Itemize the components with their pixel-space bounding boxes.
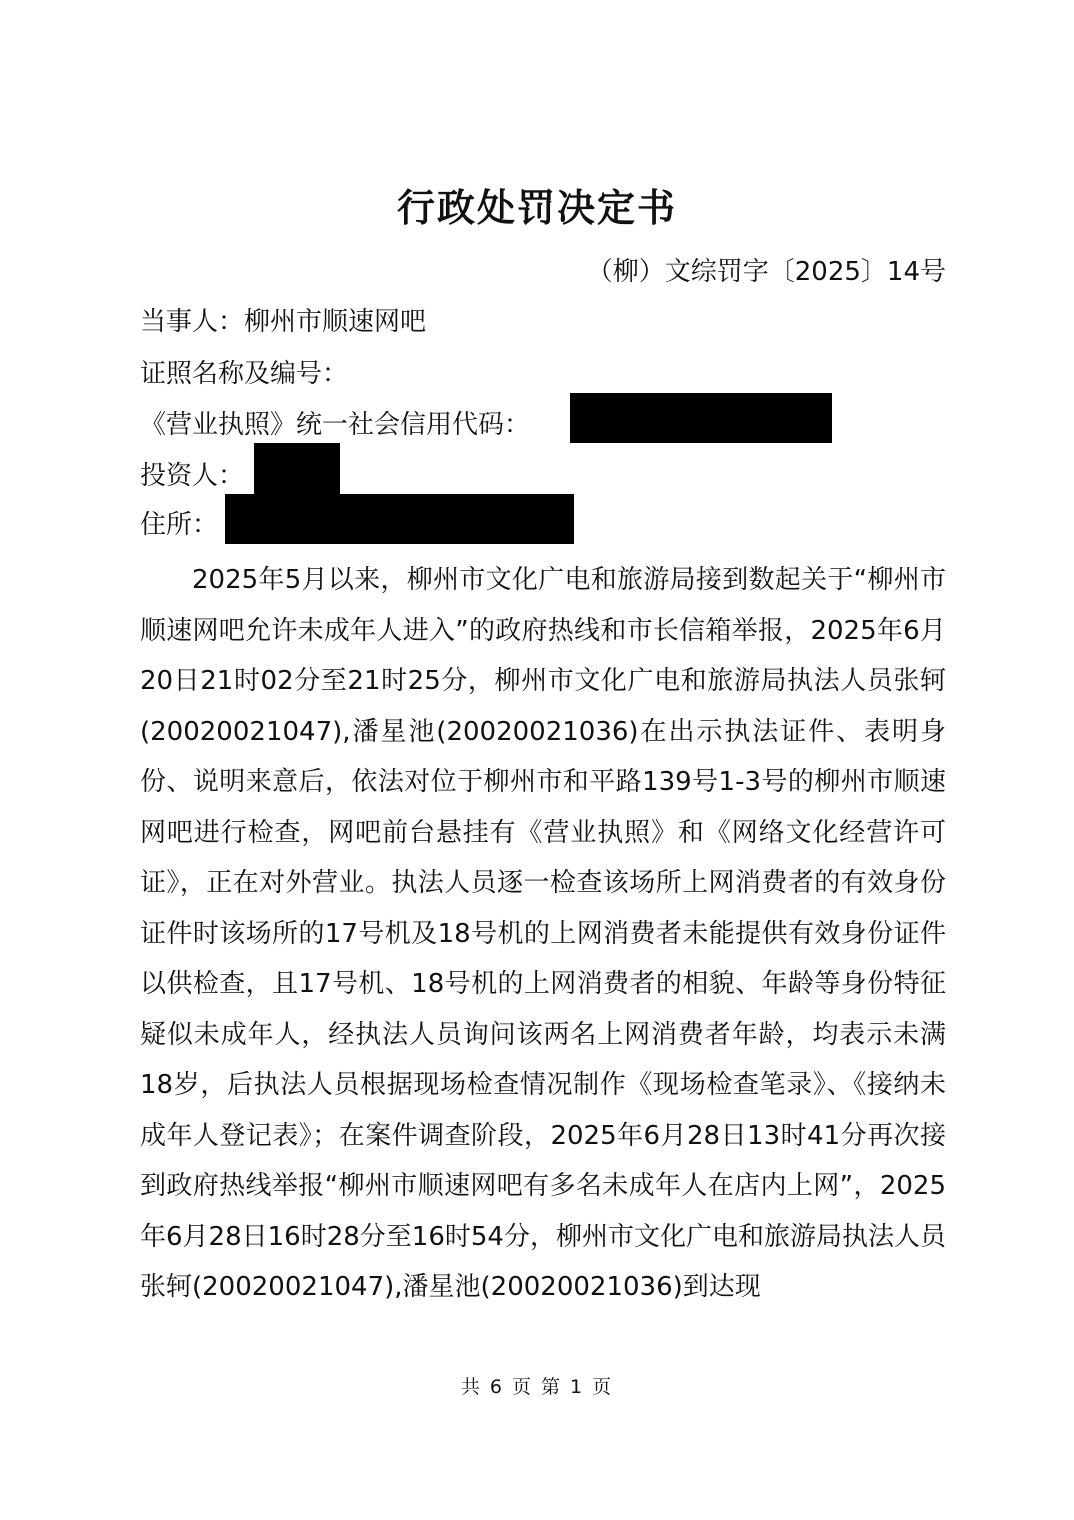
credit-code-redaction	[570, 393, 832, 443]
address-redaction	[225, 494, 574, 544]
license-line: 证照名称及编号：	[140, 359, 349, 389]
document-number: （柳）文综罚字〔2025〕14号	[586, 257, 946, 287]
investor-redaction	[254, 443, 340, 495]
investor-line: 投资人：	[140, 461, 245, 491]
document-title: 行政处罚决定书	[396, 185, 677, 230]
address-line: 住所：	[140, 510, 219, 540]
credit-code-line: 《营业执照》统一社会信用代码：	[140, 410, 531, 440]
page-footer: 共 6 页 第 1 页	[460, 1376, 614, 1398]
party-line: 当事人：柳州市顺速网吧	[140, 307, 427, 337]
body-paragraph: 2025年5月以来，柳州市文化广电和旅游局接到数起关于“柳州市顺速网吧允许未成年人进入”的政府热线和市长信箱举报，2025年6月20日21时02分至21时25分，柳州市文化广电和旅游局执法人员张轲(20020021047),潘星池(20020021036)在出示执法证件、表明身份、说明来意后，依法对位于柳州市和平路139号1-3号的柳州市顺速网吧进行检查，网吧前台悬挂有《营业执照》和《网络文化经营许可证》，正在对外营业。执法人员逐一检查该场所上网消费者的有效身份证件时该场所的17号机及18号机的上网消费者未能提供有效身份证件以供检查，且17号机、18号机的上网消费者的相貌、年龄等身份特征疑似未成年人，经执法人员询问该两名上网消费者年龄，均表示未满18岁，后执法人员根据现场检查情况制作《现场检查笔录》、《接纳未成年人登记表》；在案件调查阶段，2025年6月28日13时41分再次接到政府热线举报“柳州市顺速网吧有多名未成年人在店内上网”，2025年6月28日16时28分至16时54分，柳州市文化广电和旅游局执法人员张轲(20020021047),潘星池(20020021036)到达现	[140, 565, 946, 1302]
